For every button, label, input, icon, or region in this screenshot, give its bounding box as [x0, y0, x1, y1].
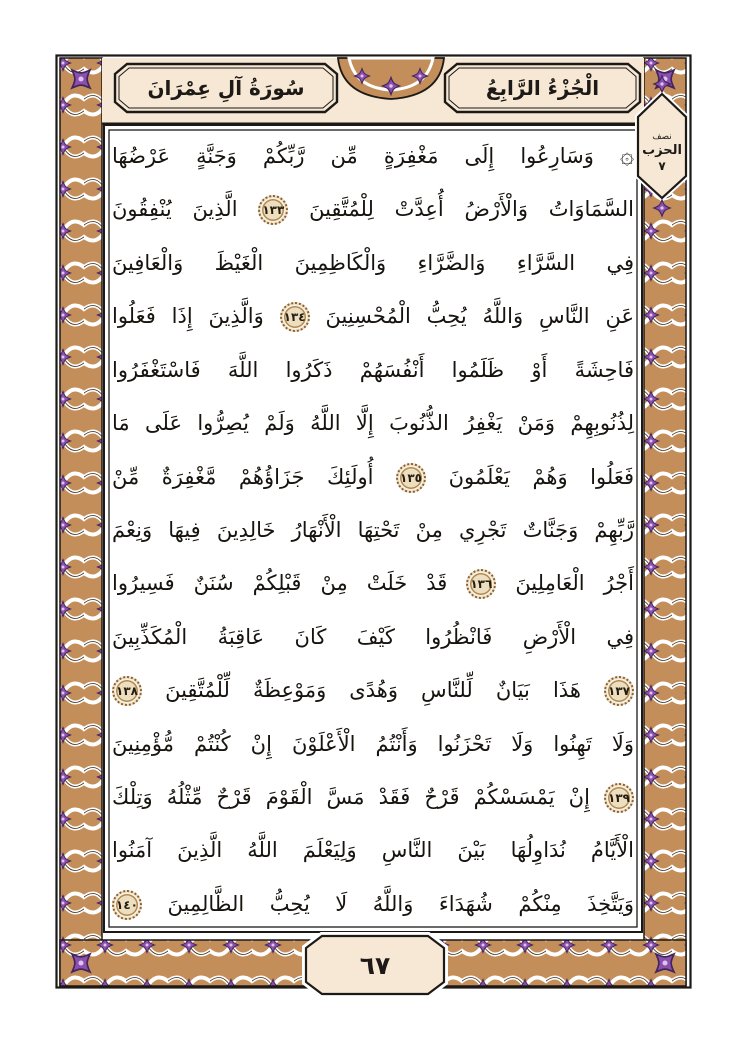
ayah-number-medallion: ١٣٩: [604, 783, 634, 813]
rub-el-hizb-icon: ۞: [619, 141, 634, 169]
quran-line-8: [112, 504, 634, 556]
quran-line-4: [112, 290, 634, 342]
quran-text-segment: رَّبِّهِمْ وَجَنَّاتٌ تَجْرِي مِنْ تَحْتِهَا الْأَنْهَارُ خَالِدِينَ فِيهَا وَنِعْمَ: [112, 517, 634, 542]
quran-text-segment: إِنْ يَمْسَسْكُمْ قَرْحٌ فَقَدْ مَسَّ الْقَوْمَ قَرْحٌ مِّثْلُهُ وَتِلْكَ: [112, 785, 590, 810]
quran-text-area: [112, 130, 634, 930]
quran-line-6: [112, 397, 634, 449]
quran-text-segment: الْأَيَّامُ نُدَاوِلُهَا بَيْنَ النَّاسِ وَلِيَعْلَمَ اللَّهُ الَّذِينَ آمَنُوا: [112, 838, 634, 863]
quran-text-segment: لِذُنُوبِهِمْ وَمَنْ يَغْفِرُ الذُّنُوبَ إِلَّا اللَّهُ وَلَمْ يُصِرُّوا عَلَى مَا: [112, 411, 634, 436]
quran-line-5: [112, 344, 634, 396]
ayah-number-medallion: ١٤٠: [112, 890, 142, 920]
hizb-fraction-label: نصف: [652, 131, 672, 142]
quran-line-14: [112, 824, 634, 876]
quran-text-segment: وَيَتَّخِذَ مِنْكُمْ شُهَدَاءَ وَاللَّهُ لَا يُحِبُّ الظَّالِمِينَ: [167, 891, 635, 916]
quran-text-segment: السَّمَاوَاتُ وَالْأَرْضُ أُعِدَّتْ لِلْمُتَّقِينَ: [309, 197, 634, 222]
ayah-number-medallion: ١٣٣: [258, 195, 288, 225]
quran-line-13: [112, 771, 634, 823]
quran-text-segment: فَعَلُوا وَهُمْ يَعْلَمُونَ: [448, 464, 634, 489]
page-number: ٦٧: [359, 950, 391, 980]
quran-line-3: [112, 237, 634, 289]
quran-line-15: [112, 878, 634, 930]
quran-text-segment: فِي السَّرَّاءِ وَالضَّرَّاءِ وَالْكَاظِمِينَ الْغَيْظَ وَالْعَافِينَ: [112, 250, 634, 275]
quran-line-10: [112, 611, 634, 663]
ayah-number-medallion: ١٣٨: [112, 676, 142, 706]
quran-line-11: [112, 664, 634, 716]
quran-text-segment: فِي الْأَرْضِ فَانْظُرُوا كَيْفَ كَانَ عَاقِبَةُ الْمُكَذِّبِينَ: [112, 624, 634, 649]
hizb-number: ٧: [658, 158, 666, 173]
quran-line-12: [112, 718, 634, 770]
quran-line-2: [112, 183, 634, 235]
ayah-number-medallion: ١٣٦: [466, 569, 496, 599]
surah-title: سُورَةُ آلِ عِمْرَانَ: [147, 76, 305, 100]
quran-text-segment: عَنِ النَّاسِ وَاللَّهُ يُحِبُّ الْمُحْسِنِينَ: [325, 304, 634, 329]
ayah-number-medallion: ١٣٧: [604, 676, 634, 706]
left-border-band: [60, 58, 102, 986]
quran-line-9: [112, 557, 634, 609]
quran-line-7: [112, 451, 634, 503]
quran-text-segment: وَالَّذِينَ إِذَا فَعَلُوا: [112, 304, 264, 329]
juz-title: الْجُزْءُ الرَّابِعُ: [485, 76, 600, 100]
ayah-number-medallion: ١٣٥: [396, 463, 426, 493]
quran-text-segment: أَجْرُ الْعَامِلِينَ: [515, 571, 634, 596]
quran-text-segment: أُولَئِكَ جَزَاؤُهُمْ مَّغْفِرَةٌ مِّنْ: [112, 464, 374, 489]
quran-text-segment: فَاحِشَةً أَوْ ظَلَمُوا أَنْفُسَهُمْ ذَكَرُوا اللَّهَ فَاسْتَغْفَرُوا: [112, 357, 634, 382]
ayah-number-medallion: ١٣٤: [280, 302, 310, 332]
quran-text-segment: قَدْ خَلَتْ مِنْ قَبْلِكُمْ سُنَنٌ فَسِيرُوا: [112, 571, 448, 596]
hizb-label: الحزب: [642, 142, 682, 158]
quran-text-segment: وَسَارِعُوا إِلَى مَغْفِرَةٍ مِّن رَّبِّكُمْ وَجَنَّةٍ عَرْضُهَا: [112, 144, 594, 168]
quran-text-segment: وَلَا تَهِنُوا وَلَا تَحْزَنُوا وَأَنْتُمُ الْأَعْلَوْنَ إِنْ كُنْتُمْ مُّؤْمِنِينَ: [112, 731, 634, 756]
quran-text-segment: هَذَا بَيَانٌ لِّلنَّاسِ وَهُدًى وَمَوْعِظَةٌ لِّلْمُتَّقِينَ: [165, 678, 581, 703]
hizb-marker: [638, 108, 686, 196]
quran-line-1: [112, 130, 634, 182]
quran-text-segment: الَّذِينَ يُنْفِقُونَ: [112, 197, 238, 222]
